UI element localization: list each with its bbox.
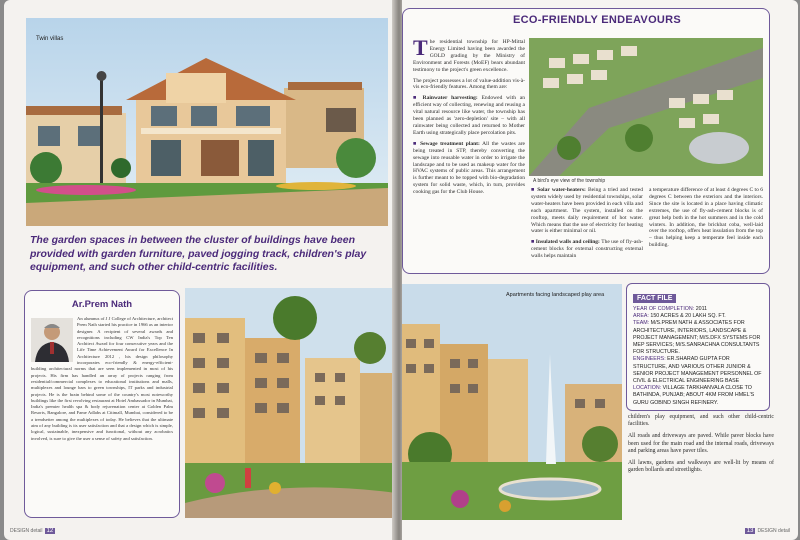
twin-villas-photo: [26, 18, 388, 226]
garden-caption: The garden spaces in between the cluster of buildings have been provided with garden furniture, paved jogging track, children's play equipment, and such other child-centric facilities.: [30, 234, 367, 273]
page-number: 12: [46, 528, 54, 534]
footer-right: 13 DESIGN detail: [746, 528, 790, 534]
architect-bio: An alumnus of J J College of Architecture, architect Prem Nath started his practice in 1966 as an interior designer. A recipient of several awards and recognitions including CW India's Top Ten Architect Award for four consecutive years and the Life Time Achievement Award for Excellence In Architecture 2012 , his design philosophy incorporates eco-friendly & energy-efficient-building architectural norms that are seen implemented in most of his projects. His firm has handled an array of projects ranging from residential/commercial complexes to educational institutions and malls, multiplexes and lounge bars to green townships, IT parks and industrial projects. He is the brain behind some of the country's most noteworthy buildings like the first revolving restaurant at Hotel Ambassador in Mumbai, India's premier health spa & body rejuvenation center at Golden Palm Resorts, Bangalore, and Fame Adlabs at Citimall, Mumbai, considered to be a trendsetter among the multiplexes of today. He believes that the ultimate aim of any building is its user satisfaction and that a design which is simple, logical, sustainable, inexpensive and functional, without any acrobatics involved, is sure to give the user a sense of safety and satisfaction.: [31, 316, 173, 441]
eco-column-3: a temperature difference of at least 4 degrees C to 6 degrees C between the exteriors and the interiors. Since the site is located in a place having climatic extremes, the use of fly-ash-cement blocks is of great help both in the hot summers and in the cold winters. In addition, the brickbat coba, well-laid over the rooftop, offers heat insulation from the top – thus helping keep a temperate feel inside each building.: [649, 187, 763, 249]
fact-year: YEAR OF COMPLETION: 2011: [633, 306, 708, 312]
fact-area: AREA: 150 ACRES & 20 LAKH SQ. FT.: [633, 313, 726, 320]
eco-title: ECO-FRIENDLY ENDEAVOURS: [513, 14, 682, 26]
birds-eye-photo: [529, 38, 763, 176]
apartments-photo-left: [185, 288, 396, 518]
footer-left: DESIGN detail 12: [10, 528, 54, 534]
fact-file-title: FACT FILE: [633, 294, 676, 303]
eco-friendly-box: [402, 8, 770, 274]
fact-location: LOCATION: VILLAGE TARKHANVALA CLOSE TO BATHINDA, PUNJAB; ABOUT 4KM FROM HMEL'S GURU GOBIND SINGH REFINERY.: [633, 385, 755, 406]
eco-column-2: ■ Solar water-heaters: Being a tried and tested system widely used by residential townships, solar water-heaters have been provided in each villa and each apartment. The system, installed on the rooftop, meets daily requirement of hot water. Which means that the use of electricity for heating water is either minimal or nil. ■ Insulated walls and ceiling: The use of fly-ash-cement blocks for external constructing external walls helps maintain: [531, 187, 643, 260]
photo-label: Twin villas: [36, 36, 64, 42]
fountain-photo: [402, 284, 622, 520]
eco-column-1: The residential township for HP-Mittal Energy Limited having been awarded the GOLD grading by the Ministry of Environment and Forests (MoEF) bears abundant testimony to the project's green excellence. The project possesses a lot of value-addition vis-à-vis eco-friendly features. Among them are: ■ Rainwater harvesting: Endowed with an efficient way of collecting, renewing and reusing a vital natural resource like water, the township has been planned as 'zero-depletion' site – with all rainwater being collected and returned to Mother Earth using strategically place percolation pits. ■ Sewage treatment plant: All the wastes are being treated in STP, thereby converting the sewage into reusable water in order to irrigate the landscape and to be used as makeup water for the HVAC systems of public areas. This arrangement is further meant to be topped with bio-degradation system for solid waste, which, in turn, provides cooking gas for the Club House.: [413, 35, 525, 196]
architect-portrait: [31, 318, 73, 362]
fact-team: TEAM: M/S.PREM NATH & ASSOCIATES FOR ARCHITECTURE, INTERIORS, LANDSCAPE & PROJECT MANAGEMENT; M/S.DFX SYSTEMS FOR MEP SERVICES; M/S.SANRACHNA CONSULTANTS FOR STRUCTURE.: [633, 320, 761, 356]
dropcap: T: [413, 35, 428, 60]
architect-name: Ar.Prem Nath: [71, 299, 133, 310]
right-page: [402, 0, 798, 540]
right-body-text: children's play equipment, and such other child-centric facilities. All roads and driveways are paved. While paver blocks have been used for the main road and the internal roads, driveways and parking areas have paver tiles. All lawns, gardens and walkways are well-lit by means of garden bollards and streetlights.: [628, 414, 774, 474]
page-number: 13: [746, 528, 754, 534]
fact-engineers: ENGINEERS: ER.SHARAD GUPTA FOR STRUCTURE, AND VARIOUS OTHER JUNIOR & SENIOR PROJECT MANAGEMENT PERSONNEL OF CIVIL & ELECTRICAL ENGINEERING BASE: [633, 356, 762, 385]
architect-box: [24, 290, 180, 518]
apartments-photo-label: Apartments facing landscaped play area: [506, 292, 605, 298]
birds-eye-caption: A bird's eye view of the township: [533, 178, 606, 184]
fact-file-box: [626, 283, 770, 411]
left-page: [4, 0, 396, 540]
